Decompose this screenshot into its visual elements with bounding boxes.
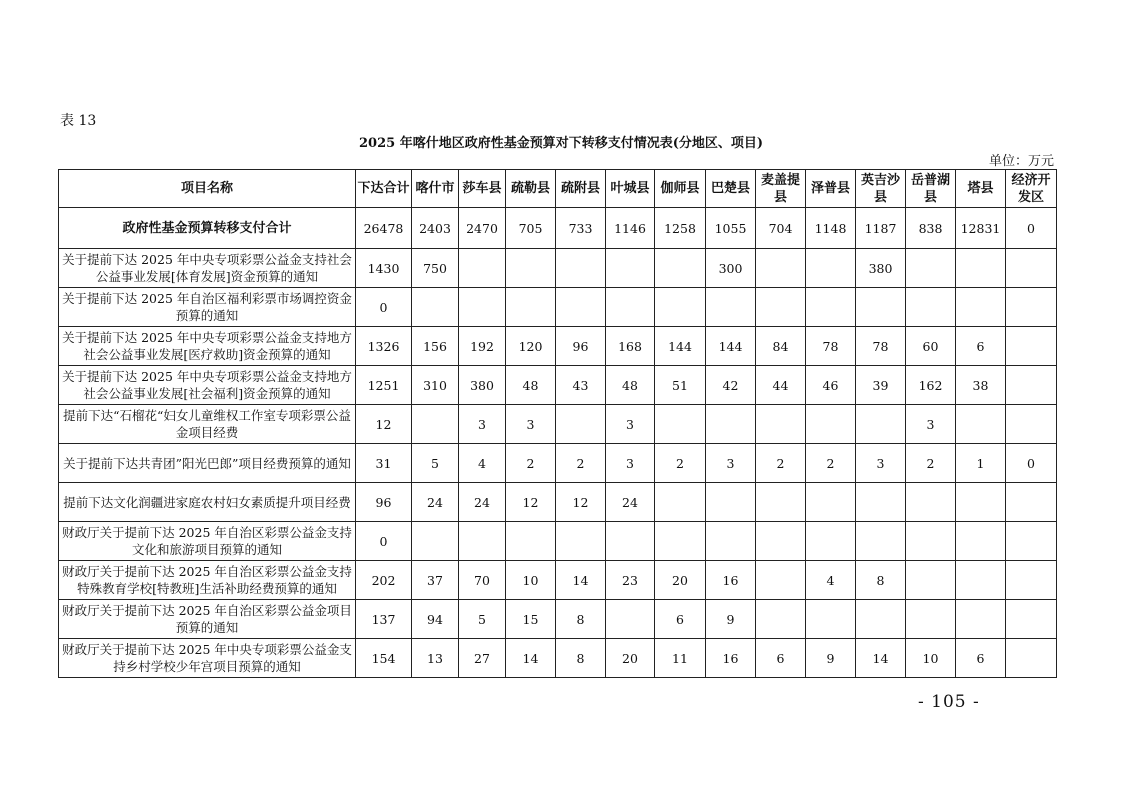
- total-value-cell: 705: [506, 208, 556, 249]
- total-value-cell: 838: [906, 208, 956, 249]
- value-cell: 78: [806, 327, 856, 366]
- value-cell: [459, 288, 506, 327]
- table-row: [59, 522, 1057, 561]
- value-cell: [1006, 288, 1057, 327]
- value-cell: [806, 522, 856, 561]
- total-value-cell: 1146: [606, 208, 655, 249]
- value-cell: 44: [756, 366, 806, 405]
- value-cell: 144: [706, 327, 756, 366]
- value-cell: 78: [856, 327, 906, 366]
- value-cell: 12: [556, 483, 606, 522]
- value-cell: [706, 405, 756, 444]
- value-cell: 84: [756, 327, 806, 366]
- value-cell: 4: [459, 444, 506, 483]
- value-cell: [1006, 327, 1057, 366]
- value-cell: [956, 249, 1006, 288]
- total-value-cell: 704: [756, 208, 806, 249]
- project-name-cell: 提前下达文化润疆进家庭农村妇女素质提升项目经费: [59, 483, 356, 522]
- value-cell: 2: [756, 444, 806, 483]
- value-cell: 10: [506, 561, 556, 600]
- value-cell: [756, 600, 806, 639]
- value-cell: 27: [459, 639, 506, 678]
- project-name-cell: 财政厅关于提前下达 2025 年自治区彩票公益金项目预算的通知: [59, 600, 356, 639]
- column-header: 疏勒县: [506, 170, 556, 208]
- value-cell: 60: [906, 327, 956, 366]
- value-cell: 6: [956, 327, 1006, 366]
- value-cell: 5: [412, 444, 459, 483]
- value-cell: 3: [506, 405, 556, 444]
- value-cell: 37: [412, 561, 459, 600]
- value-cell: [412, 405, 459, 444]
- value-cell: 10: [906, 639, 956, 678]
- table-title: 2025 年喀什地区政府性基金预算对下转移支付情况表(分地区、项目): [358, 136, 763, 151]
- value-cell: [806, 288, 856, 327]
- value-cell: 94: [412, 600, 459, 639]
- value-cell: [655, 405, 706, 444]
- total-value-cell: 1055: [706, 208, 756, 249]
- project-name-cell: 财政厅关于提前下达 2025 年中央专项彩票公益金支持乡村学校少年宫项目预算的通知: [59, 639, 356, 678]
- column-header: 叶城县: [606, 170, 655, 208]
- value-cell: 14: [856, 639, 906, 678]
- value-cell: [806, 483, 856, 522]
- project-name-cell: 提前下达“石榴花“妇女儿童维权工作室专项彩票公益金项目经费: [59, 405, 356, 444]
- value-cell: 0: [356, 522, 412, 561]
- project-name-cell: 关于提前下达 2025 年中央专项彩票公益金支持地方社会公益事业发展[医疗救助]资金预算的通知: [59, 327, 356, 366]
- value-cell: 3: [856, 444, 906, 483]
- value-cell: [906, 561, 956, 600]
- value-cell: 202: [356, 561, 412, 600]
- value-cell: [1006, 249, 1057, 288]
- project-name-cell: 关于提前下达 2025 年中央专项彩票公益金支持社会公益事业发展[体育发展]资金预算的通知: [59, 249, 356, 288]
- table-row: [59, 444, 1057, 483]
- value-cell: [1006, 600, 1057, 639]
- value-cell: [655, 483, 706, 522]
- table-row: [59, 288, 1057, 327]
- column-header-project-name: 项目名称: [59, 170, 356, 208]
- value-cell: 3: [906, 405, 956, 444]
- value-cell: 6: [655, 600, 706, 639]
- total-value-cell: 2403: [412, 208, 459, 249]
- table-row: [59, 249, 1057, 288]
- column-header: 泽普县: [806, 170, 856, 208]
- value-cell: 2: [806, 444, 856, 483]
- value-cell: 9: [806, 639, 856, 678]
- value-cell: 120: [506, 327, 556, 366]
- value-cell: [556, 249, 606, 288]
- value-cell: [459, 249, 506, 288]
- table-row: [59, 639, 1057, 678]
- value-cell: [1006, 639, 1057, 678]
- value-cell: 24: [459, 483, 506, 522]
- table-row: [59, 600, 1057, 639]
- value-cell: [655, 249, 706, 288]
- value-cell: 96: [556, 327, 606, 366]
- value-cell: [1006, 405, 1057, 444]
- column-header: 疏附县: [556, 170, 606, 208]
- value-cell: 14: [506, 639, 556, 678]
- value-cell: 51: [655, 366, 706, 405]
- value-cell: [412, 288, 459, 327]
- value-cell: 8: [556, 639, 606, 678]
- value-cell: [856, 405, 906, 444]
- value-cell: [756, 405, 806, 444]
- project-name-cell: 关于提前下达 2025 年自治区福利彩票市场调控资金预算的通知: [59, 288, 356, 327]
- column-header: 麦盖提县: [756, 170, 806, 208]
- value-cell: [506, 249, 556, 288]
- column-header: 塔县: [956, 170, 1006, 208]
- total-row: [59, 208, 1057, 249]
- value-cell: [655, 288, 706, 327]
- table-number: 表 13: [60, 113, 97, 129]
- value-cell: [506, 288, 556, 327]
- value-cell: [856, 600, 906, 639]
- column-header: 喀什市: [412, 170, 459, 208]
- column-header: 莎车县: [459, 170, 506, 208]
- value-cell: [856, 522, 906, 561]
- value-cell: 2: [655, 444, 706, 483]
- value-cell: [556, 288, 606, 327]
- value-cell: 24: [412, 483, 459, 522]
- project-name-cell: 关于提前下达共青团”阳光巴郎”项目经费预算的通知: [59, 444, 356, 483]
- value-cell: 5: [459, 600, 506, 639]
- value-cell: 46: [806, 366, 856, 405]
- value-cell: [655, 522, 706, 561]
- value-cell: [856, 288, 906, 327]
- value-cell: 156: [412, 327, 459, 366]
- value-cell: 16: [706, 561, 756, 600]
- value-cell: 12: [356, 405, 412, 444]
- value-cell: 2: [906, 444, 956, 483]
- value-cell: 3: [459, 405, 506, 444]
- value-cell: 137: [356, 600, 412, 639]
- value-cell: 380: [856, 249, 906, 288]
- value-cell: 70: [459, 561, 506, 600]
- value-cell: 6: [756, 639, 806, 678]
- value-cell: [956, 600, 1006, 639]
- value-cell: 8: [556, 600, 606, 639]
- total-value-cell: 12831: [956, 208, 1006, 249]
- value-cell: 20: [606, 639, 655, 678]
- value-cell: 310: [412, 366, 459, 405]
- value-cell: 31: [356, 444, 412, 483]
- column-header: 下达合计: [356, 170, 412, 208]
- table-row: [59, 483, 1057, 522]
- value-cell: 43: [556, 366, 606, 405]
- total-value-cell: 26478: [356, 208, 412, 249]
- value-cell: [906, 288, 956, 327]
- value-cell: 750: [412, 249, 459, 288]
- value-cell: [806, 405, 856, 444]
- value-cell: 48: [606, 366, 655, 405]
- unit-label: 单位：万元: [988, 154, 1054, 169]
- budget-table: [58, 169, 1057, 678]
- column-header: 巴楚县: [706, 170, 756, 208]
- value-cell: 24: [606, 483, 655, 522]
- table-row: [59, 561, 1057, 600]
- value-cell: [706, 522, 756, 561]
- value-cell: 8: [856, 561, 906, 600]
- total-value-cell: 1258: [655, 208, 706, 249]
- value-cell: [556, 522, 606, 561]
- value-cell: 20: [655, 561, 706, 600]
- total-value-cell: 1187: [856, 208, 906, 249]
- table-row: [59, 405, 1057, 444]
- value-cell: [756, 483, 806, 522]
- value-cell: 0: [356, 288, 412, 327]
- table-row: [59, 327, 1057, 366]
- value-cell: 1326: [356, 327, 412, 366]
- value-cell: [856, 483, 906, 522]
- value-cell: [906, 600, 956, 639]
- value-cell: 3: [606, 444, 655, 483]
- value-cell: 3: [606, 405, 655, 444]
- value-cell: 300: [706, 249, 756, 288]
- value-cell: 12: [506, 483, 556, 522]
- value-cell: [756, 561, 806, 600]
- value-cell: 1: [956, 444, 1006, 483]
- value-cell: [706, 483, 756, 522]
- value-cell: [606, 600, 655, 639]
- value-cell: [506, 522, 556, 561]
- value-cell: [606, 249, 655, 288]
- value-cell: [756, 249, 806, 288]
- value-cell: 2: [506, 444, 556, 483]
- project-name-cell: 财政厅关于提前下达 2025 年自治区彩票公益金支持特殊教育学校[特教班]生活补助经费预算的通知: [59, 561, 356, 600]
- value-cell: [956, 405, 1006, 444]
- value-cell: [706, 288, 756, 327]
- value-cell: 192: [459, 327, 506, 366]
- value-cell: [1006, 561, 1057, 600]
- table-row: [59, 366, 1057, 405]
- value-cell: 4: [806, 561, 856, 600]
- value-cell: 6: [956, 639, 1006, 678]
- value-cell: 2: [556, 444, 606, 483]
- value-cell: 0: [1006, 444, 1057, 483]
- value-cell: [806, 249, 856, 288]
- project-name-cell: 关于提前下达 2025 年中央专项彩票公益金支持地方社会公益事业发展[社会福利]资金预算的通知: [59, 366, 356, 405]
- page-number: - 105 -: [918, 692, 980, 712]
- value-cell: 39: [856, 366, 906, 405]
- value-cell: 15: [506, 600, 556, 639]
- value-cell: 48: [506, 366, 556, 405]
- value-cell: 23: [606, 561, 655, 600]
- value-cell: 380: [459, 366, 506, 405]
- value-cell: 1430: [356, 249, 412, 288]
- value-cell: [956, 483, 1006, 522]
- value-cell: 9: [706, 600, 756, 639]
- column-header: 岳普湖县: [906, 170, 956, 208]
- value-cell: [806, 600, 856, 639]
- value-cell: [556, 405, 606, 444]
- column-header: 英吉沙县: [856, 170, 906, 208]
- value-cell: [956, 288, 1006, 327]
- value-cell: [756, 288, 806, 327]
- total-value-cell: 733: [556, 208, 606, 249]
- value-cell: 11: [655, 639, 706, 678]
- total-value-cell: 0: [1006, 208, 1057, 249]
- project-name-cell: 财政厅关于提前下达 2025 年自治区彩票公益金支持文化和旅游项目预算的通知: [59, 522, 356, 561]
- value-cell: 14: [556, 561, 606, 600]
- value-cell: 13: [412, 639, 459, 678]
- total-label: 政府性基金预算转移支付合计: [59, 208, 356, 249]
- value-cell: [1006, 483, 1057, 522]
- total-value-cell: 1148: [806, 208, 856, 249]
- value-cell: [956, 522, 1006, 561]
- value-cell: 168: [606, 327, 655, 366]
- value-cell: 162: [906, 366, 956, 405]
- value-cell: [956, 561, 1006, 600]
- value-cell: 42: [706, 366, 756, 405]
- value-cell: 1251: [356, 366, 412, 405]
- value-cell: 16: [706, 639, 756, 678]
- value-cell: 38: [956, 366, 1006, 405]
- column-header: 经济开发区: [1006, 170, 1057, 208]
- column-header: 伽师县: [655, 170, 706, 208]
- value-cell: [906, 522, 956, 561]
- value-cell: [906, 249, 956, 288]
- value-cell: 154: [356, 639, 412, 678]
- value-cell: 3: [706, 444, 756, 483]
- value-cell: [606, 522, 655, 561]
- value-cell: [756, 522, 806, 561]
- header-row: [59, 170, 1057, 208]
- value-cell: [412, 522, 459, 561]
- value-cell: [459, 522, 506, 561]
- value-cell: [606, 288, 655, 327]
- value-cell: 96: [356, 483, 412, 522]
- total-value-cell: 2470: [459, 208, 506, 249]
- value-cell: [906, 483, 956, 522]
- value-cell: 144: [655, 327, 706, 366]
- value-cell: [1006, 522, 1057, 561]
- value-cell: [1006, 366, 1057, 405]
